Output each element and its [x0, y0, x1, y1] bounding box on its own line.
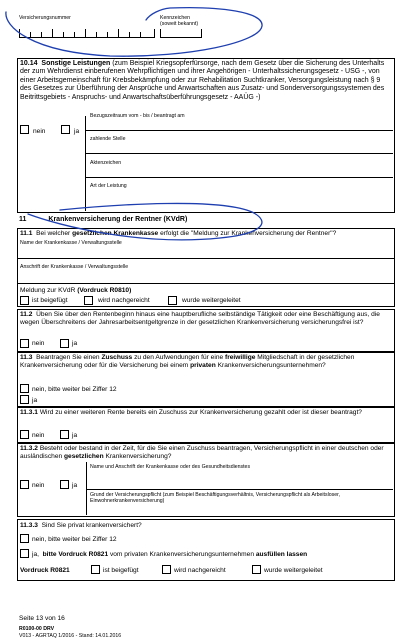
aktenzeichen-label: Aktenzeichen	[90, 160, 122, 166]
s11-1-weitergeleitet-checkbox[interactable]	[168, 296, 177, 305]
s11-3-1-nein-label: nein	[32, 432, 45, 439]
krankenkasse-name-line[interactable]	[17, 258, 394, 259]
s10-14-nein-checkbox[interactable]	[20, 125, 29, 134]
aktenzeichen-line[interactable]	[85, 177, 393, 178]
s10-14-ja-label: ja	[74, 128, 80, 135]
s11-3-nein-label: nein, bitte weiter bei Ziffer 12	[32, 386, 117, 393]
s11-2-ja-checkbox[interactable]	[60, 339, 69, 348]
s11-3-2-nein-label: nein	[32, 482, 45, 489]
section-11-heading: 11 Krankenversicherung der Rentner (KVdR)	[19, 216, 188, 223]
s11-3-3-beigefuegt-checkbox[interactable]	[91, 565, 100, 574]
s11-2-nein-label: nein	[32, 340, 45, 347]
s11-3-2-question: 11.3.2 Besteht oder bestand in der Zeit, für die Sie einen Zuschuss beantragen, Versicherungspflicht in einer deutschen oder ausländischen gesetzlichen Krankenversicherung?	[20, 445, 384, 460]
page-number: Seite 13 von 16	[19, 615, 65, 622]
krankenkasse-anschrift-line[interactable]	[17, 283, 394, 284]
meldung-kvdr-label: Meldung zur KVdR (Vordruck R0810)	[20, 287, 132, 294]
s11-3-1-ja-label: ja	[72, 432, 78, 439]
s11-3-ja-label: ja	[32, 397, 38, 404]
s11-3-3-nachgereicht-checkbox[interactable]	[162, 565, 171, 574]
s11-1-nachgereicht-label: wird nachgereicht	[98, 297, 150, 304]
versicherungsnummer-label: Versicherungsnummer	[19, 15, 71, 21]
krankenkasse-gesundheitsdienst-line[interactable]	[86, 489, 393, 490]
vordruck-r0821-label: Vordruck R0821	[20, 567, 70, 574]
s11-3-2-ja-label: ja	[72, 482, 78, 489]
zahlende-stelle-label: zahlende Stelle	[90, 136, 126, 142]
s11-3-3-nein-label: nein, bitte weiter bei Ziffer 12	[32, 536, 117, 543]
grund-versicherungspflicht-label: Grund der Versicherungspflicht (zum Beispiel Beschäftigungsverhältnis, Versicherungspflicht als Arbeitsloser, Einwohnerkrankenversicherung)	[90, 492, 340, 504]
s11-3-1-nein-checkbox[interactable]	[20, 430, 29, 439]
s11-1-beigefuegt-label: ist beigefügt	[32, 297, 68, 304]
section-description: (zum Beispiel Kriegsopferfürsorge, nach dem Gesetz über die Sicherung des Unterhalts der zum Wehrdienst einberufenen Wehrpflichtigen und ihrer Angehörigen - Unterhaltssicherungsgesetz - USG -, von einer Arbeitsgemeinschaft für Krebsbekämpfung oder zur Rehabilitation Suchtkranker, Versorgungsleistung nach § 9 des Gesetzes zur Überführung der Ansprüche und Anwartschaften aus Zusatz- und Sonderversorgungssystemen des Beitrittsgebiets - Anspruchs- und Anwartschaftsüberführungsgesetz - AAÜG -)	[20, 60, 385, 101]
s11-2-ja-label: ja	[72, 340, 78, 347]
section-title: Sonstige Leistungen	[41, 60, 111, 67]
section-10-14-text	[20, 60, 390, 102]
s10-14-nein-label: nein	[33, 128, 46, 135]
form-version: V013 - AGRTAQ 1/2016 - Stand: 14.01.2016	[19, 633, 122, 639]
s11-3-3-beigefuegt-label: ist beigefügt	[103, 567, 139, 574]
s11-1-weitergeleitet-label: wurde weitergeleitet	[182, 297, 241, 304]
s10-14-ja-checkbox[interactable]	[61, 125, 70, 134]
s11-3-nein-checkbox[interactable]	[20, 384, 29, 393]
s11-3-3-nein-checkbox[interactable]	[20, 534, 29, 543]
s11-3-3-weitergeleitet-label: wurde weitergeleitet	[264, 567, 323, 574]
s11-1-beigefuegt-checkbox[interactable]	[20, 296, 29, 305]
krankenkasse-name-label: Name der Krankenkasse / Verwaltungsstelle	[20, 240, 122, 246]
section-number: 10.14	[20, 60, 38, 67]
s11-2-question: 11.2 Üben Sie über den Rentenbeginn hinaus eine hauptberufliche selbständige Tätigkeit oder eine Beschäftigung aus, die wegen Überschreitens der Jahresarbeitsentgeltgrenze in der gesetzlichen Krankenversicherung versicherungsfrei ist?	[20, 311, 380, 326]
krankenkasse-anschrift-label: Anschrift der Krankenkasse / Verwaltungsstelle	[20, 264, 129, 270]
s11-3-1-ja-checkbox[interactable]	[60, 430, 69, 439]
bezugszeitraum-line[interactable]	[85, 130, 393, 131]
versicherungsnummer-field[interactable]	[19, 23, 155, 38]
s11-3-1-question: 11.3.1 Wird zu einer weiteren Rente bereits ein Zuschuss zur Krankenversicherung gezahlt oder ist dieser beantragt?	[20, 409, 362, 416]
s11-3-3-question: 11.3.3 Sind Sie privat krankenversichert?	[20, 522, 142, 529]
s11-1-nachgereicht-checkbox[interactable]	[84, 296, 93, 305]
zahlende-stelle-line[interactable]	[85, 153, 393, 154]
s11-3-2-ja-checkbox[interactable]	[60, 480, 69, 489]
art-der-leistung-label: Art der Leistung	[90, 183, 127, 189]
s11-3-3-ja-label: ja, bitte Vordruck R0821 vom privaten Krankenversicherungsunternehmen ausfüllen lassen	[32, 551, 308, 558]
s11-3-3-nachgereicht-label: wird nachgereicht	[174, 567, 226, 574]
bezugszeitraum-label: Bezugszeitraum vom - bis / beantragt am	[90, 113, 185, 119]
s11-3-question: 11.3 Beantragen Sie einen Zuschuss zu den Aufwendungen für eine freiwillige Mitgliedschaft in der gesetzlichen Krankenversicherung oder für die Versicherung bei einem privaten Krankenversicherungsunternehmen?	[20, 354, 355, 369]
krankenkasse-gesundheitsdienst-label: Name und Anschrift der Krankenkasse oder des Gesundheitsdienstes	[90, 464, 251, 470]
s11-1-question: 11.1 Bei welcher gesetzlichen Krankenkasse erfolgt die "Meldung zur Krankenversicherung der Rentner"?	[20, 230, 337, 237]
form-code: R0100-00 DRV	[19, 626, 55, 632]
s11-3-2-nein-checkbox[interactable]	[20, 480, 29, 489]
kennzeichen-label: Kennzeichen (soweit bekannt)	[160, 15, 199, 27]
s11-3-3-ja-checkbox[interactable]	[20, 549, 29, 558]
kennzeichen-field[interactable]	[160, 29, 202, 38]
s11-3-ja-checkbox[interactable]	[20, 395, 29, 404]
s11-2-nein-checkbox[interactable]	[20, 339, 29, 348]
s11-3-3-weitergeleitet-checkbox[interactable]	[252, 565, 261, 574]
